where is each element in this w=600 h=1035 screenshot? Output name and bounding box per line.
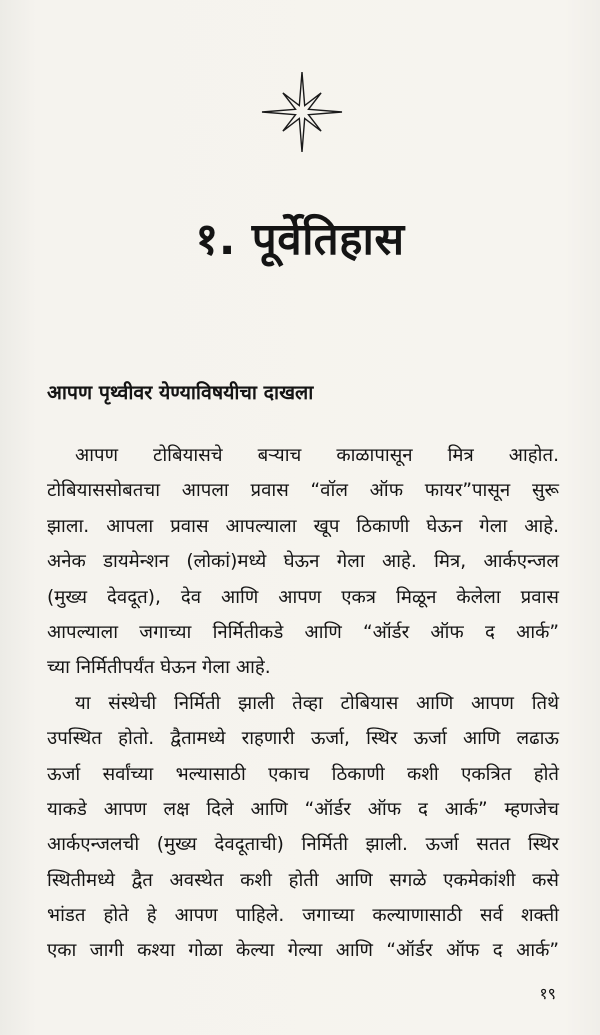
text-line: या संस्थेची निर्मिती झाली तेव्हा टोबियास आणि आपण तिथे bbox=[75, 692, 559, 714]
paragraph-1 bbox=[47, 438, 559, 686]
text-line: च्या निर्मितीपर्यंत घेऊन गेला आहे. bbox=[47, 657, 271, 679]
text-line: टोबियाससोबतचा आपला प्रवास “वॉल ऑफ फायर”पासून सुरू bbox=[47, 480, 559, 502]
section-heading: आपण पृथ्वीवर येण्याविषयीचा दाखला bbox=[47, 381, 314, 404]
text-line: (मुख्य देवदूत), देव आणि आपण एकत्र मिळून केलेला प्रवास bbox=[47, 586, 559, 608]
text-line: स्थितीमध्ये द्वैत अवस्थेत कशी होती आणि सगळे एकमेकांशी कसे bbox=[47, 869, 559, 891]
text-line: आर्कएन्जलची (मुख्य देवदूताची) निर्मिती झाली. ऊर्जा सतत स्थिर bbox=[47, 834, 559, 856]
paragraph-2 bbox=[47, 686, 559, 969]
text-line: आपल्याला जगाच्या निर्मितीकडे आणि “ऑर्डर ऑफ द आर्क” bbox=[47, 621, 559, 643]
eight-point-star-icon bbox=[260, 70, 344, 154]
text-line: आपण टोबियासचे बऱ्याच काळापासून मित्र आहोत. bbox=[75, 445, 559, 466]
text-line: भांडत होते हे आपण पाहिले. जगाच्या कल्याणासाठी सर्व शक्ती bbox=[47, 905, 559, 927]
chapter-title: १. पूर्वेतिहास bbox=[195, 214, 405, 265]
text-line: एका जागी कश्या गोळा केल्या गेल्या आणि “ऑर्डर ऑफ द आर्क” bbox=[47, 940, 559, 962]
page-number: १९ bbox=[539, 984, 556, 1003]
body-text bbox=[47, 438, 559, 969]
text-line: अनेक डायमेन्शन (लोकां)मध्ये घेऊन गेला आहे. मित्र, आर्कएन्जल bbox=[47, 551, 559, 573]
text-line: झाला. आपला प्रवास आपल्याला खूप ठिकाणी घेऊन गेला आहे. bbox=[47, 515, 559, 537]
text-line: उपस्थित होतो. द्वैतामध्ये राहणारी ऊर्जा, स्थिर ऊर्जा आणि लढाऊ bbox=[47, 728, 559, 750]
text-line: ऊर्जा सर्वांच्या भल्यासाठी एकाच ठिकाणी कशी एकत्रित होते bbox=[47, 763, 559, 785]
text-line: याकडे आपण लक्ष दिले आणि “ऑर्डर ऑफ द आर्क” म्हणजेच bbox=[47, 798, 559, 820]
